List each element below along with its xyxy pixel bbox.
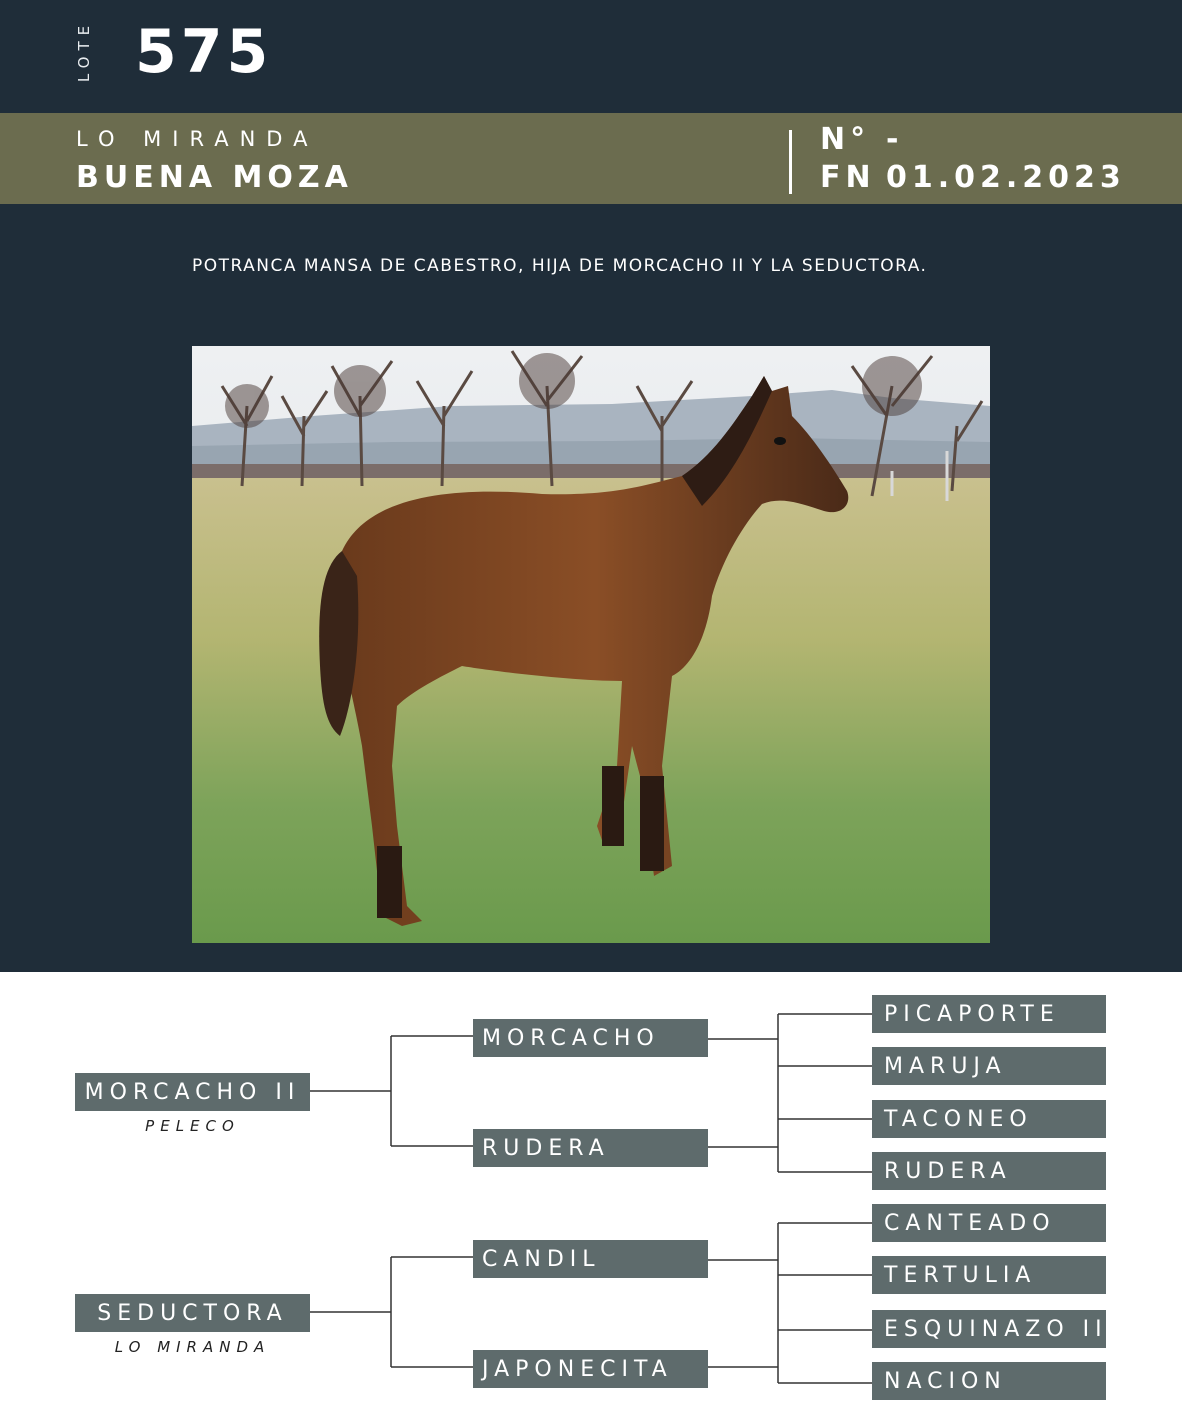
pedigree-great-grandparent: CANTEADO xyxy=(872,1204,1106,1242)
lot-label: LOTE xyxy=(75,19,93,83)
registration-value: - xyxy=(886,122,904,157)
registration-label: N° xyxy=(820,122,871,157)
pedigree-great-grandparent: ESQUINAZO II xyxy=(872,1310,1106,1348)
pedigree-great-grandparent: TACONEO xyxy=(872,1100,1106,1138)
pedigree-sire: MORCACHO II xyxy=(75,1073,310,1111)
pedigree-dam: SEDUCTORA xyxy=(75,1294,310,1332)
breeder-name: LO MIRANDA xyxy=(76,127,319,151)
pedigree-grandparent: CANDIL xyxy=(473,1240,708,1278)
horse-name: BUENA MOZA xyxy=(76,160,353,195)
sire-origin: PELECO xyxy=(145,1117,240,1135)
pedigree-grandparent: RUDERA xyxy=(473,1129,708,1167)
lot-description: POTRANCA MANSA DE CABESTRO, HIJA DE MORCACHO II Y LA SEDUCTORA. xyxy=(192,256,928,276)
pedigree-grandparent: JAPONECITA xyxy=(473,1350,708,1388)
birth-date-value: 01.02.2023 xyxy=(886,160,1126,195)
pedigree-great-grandparent: PICAPORTE xyxy=(872,995,1106,1033)
dam-origin: LO MIRANDA xyxy=(114,1338,271,1356)
pedigree-great-grandparent: NACION xyxy=(872,1362,1106,1400)
pedigree-grandparent: MORCACHO xyxy=(473,1019,708,1057)
pedigree-great-grandparent: TERTULIA xyxy=(872,1256,1106,1294)
pedigree-great-grandparent: RUDERA xyxy=(872,1152,1106,1190)
pedigree-great-grandparent: MARUJA xyxy=(872,1047,1106,1085)
birth-date-label: FN xyxy=(820,160,876,195)
lot-number: 575 xyxy=(135,17,273,87)
